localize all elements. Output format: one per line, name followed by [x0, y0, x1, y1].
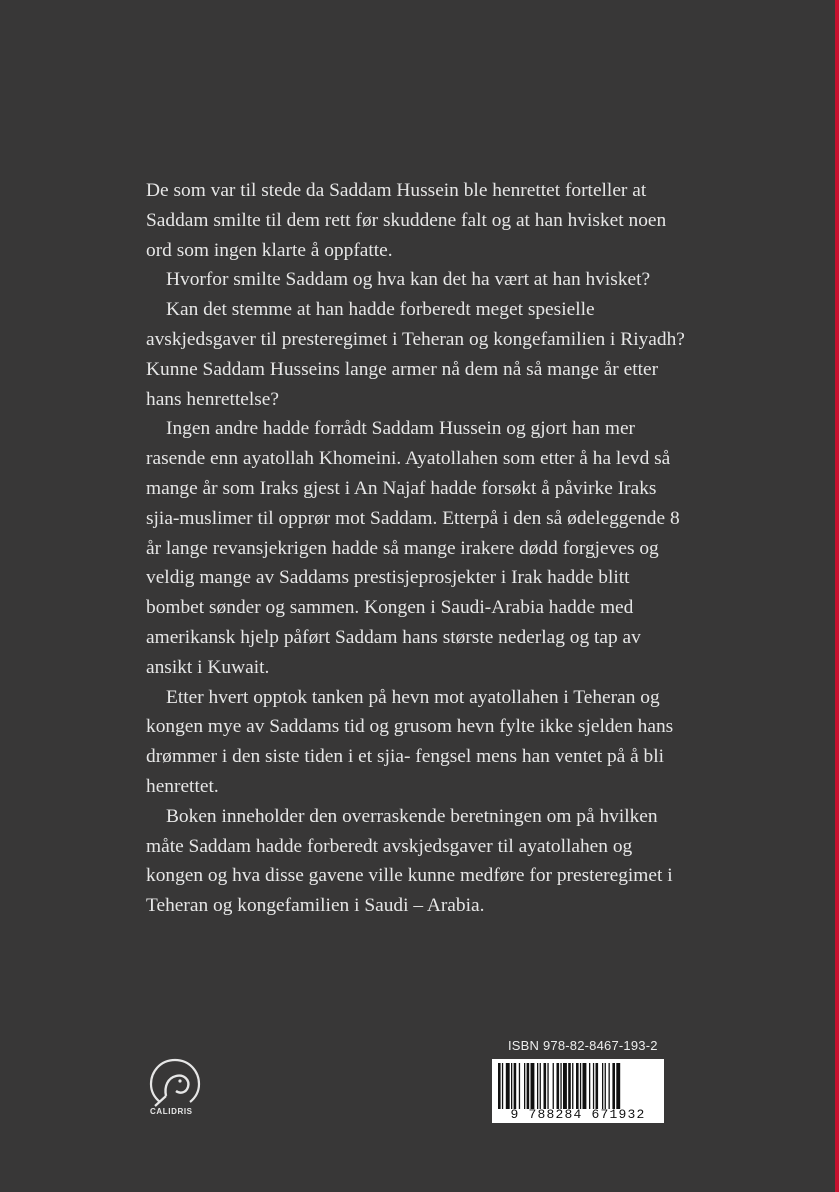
blurb-paragraph-6: Boken inneholder den overraskende beretningen om på hvilken måte Saddam hadde forberedt avskjedsgaver til ayatollahen og kongen og hva disse gavene ville kunne medføre for presteregimet i Teheran og kongefamilien i Saudi – Arabia.: [146, 805, 673, 917]
barcode-bars: [498, 1063, 658, 1109]
barcode-bar: [612, 1063, 615, 1109]
barcode-bar: [593, 1063, 594, 1109]
barcode-bar: [576, 1063, 579, 1109]
spine-edge-accent: [835, 0, 839, 1192]
sandpiper-bird-logo-icon: [146, 1056, 204, 1114]
barcode-bar: [553, 1063, 554, 1109]
barcode-bar: [547, 1063, 548, 1109]
back-cover-blurb: [146, 176, 686, 921]
blurb-paragraph-5: Etter hvert opptok tanken på hevn mot ayatollahen i Teheran og kongen mye av Saddams tid og grusom hevn fylte ikke sjelden hans drømmer i den siste tiden i et sjia- fengsel mens han ventet på å bli henrettet.: [146, 686, 674, 797]
publisher-name: CALIDRIS: [150, 1107, 193, 1116]
barcode-bar: [602, 1063, 603, 1109]
barcode-bar: [531, 1063, 535, 1109]
barcode-bar: [580, 1063, 581, 1109]
barcode-bar: [519, 1063, 520, 1109]
barcode-bar: [557, 1063, 560, 1109]
barcode-bar: [605, 1063, 606, 1109]
barcode-bar: [616, 1063, 620, 1109]
barcode-bar: [596, 1063, 599, 1109]
barcode-bar: [540, 1063, 541, 1109]
barcode-bar: [502, 1063, 503, 1109]
barcode-bar: [563, 1063, 567, 1109]
barcode-bar: [524, 1063, 525, 1109]
barcode-bar: [498, 1063, 501, 1109]
barcode-bar: [609, 1063, 610, 1109]
barcode-bar: [560, 1063, 561, 1109]
barcode-bar: [544, 1063, 547, 1109]
blurb-paragraph-2: Hvorfor smilte Saddam og hva kan det ha vært at han hvisket?: [166, 269, 651, 291]
blurb-paragraph-1: De som var til stede da Saddam Hussein ble henrettet forteller at Saddam smilte til dem rett før skuddene falt og at han hvisket noen ord som ingen klarte å oppfatte.: [146, 180, 667, 261]
blurb-paragraph-3: Kan det stemme at han hadde forberedt meget spesielle avskjedsgaver til presteregimet i Teheran og kongefamilien i Riyadh? Kunne Saddam Husseins lange armer nå dem nå så mange år etter hans henrettelse?: [146, 299, 685, 410]
barcode-bar: [572, 1063, 573, 1109]
barcode-bar: [537, 1063, 538, 1109]
barcode-bar: [527, 1063, 530, 1109]
barcode-bar: [568, 1063, 571, 1109]
barcode-bar: [506, 1063, 510, 1109]
barcode-bar: [583, 1063, 587, 1109]
barcode-bar: [589, 1063, 590, 1109]
barcode-digits: 9 788284 671932: [510, 1107, 646, 1122]
blurb-paragraph-4: Ingen andre hadde forrådt Saddam Hussein og gjort han mer rasende enn ayatollah Khomeini. Ayatollahen som etter å ha levd så mange år som Iraks gjest i An Najaf hadde forsøkt å påvirke Iraks sjia-muslimer til opprør mot Saddam. Etterpå i den så ødeleggende 8 år lange revansjekrigen hadde så mange irakere dødd forgjeves og veldig mange av Saddams prestisjeprosjekter i Irak hadde blitt bombet sønder og sammen. Kongen i Saudi-Arabia hadde med amerikansk hjelp påført Saddam hans største nederlag og tap av ansikt i Kuwait.: [146, 418, 680, 678]
barcode: [492, 1059, 664, 1123]
barcode-bar: [511, 1063, 512, 1109]
isbn-label: ISBN 978-82-8467-193-2: [508, 1038, 658, 1053]
barcode-bar: [514, 1063, 517, 1109]
